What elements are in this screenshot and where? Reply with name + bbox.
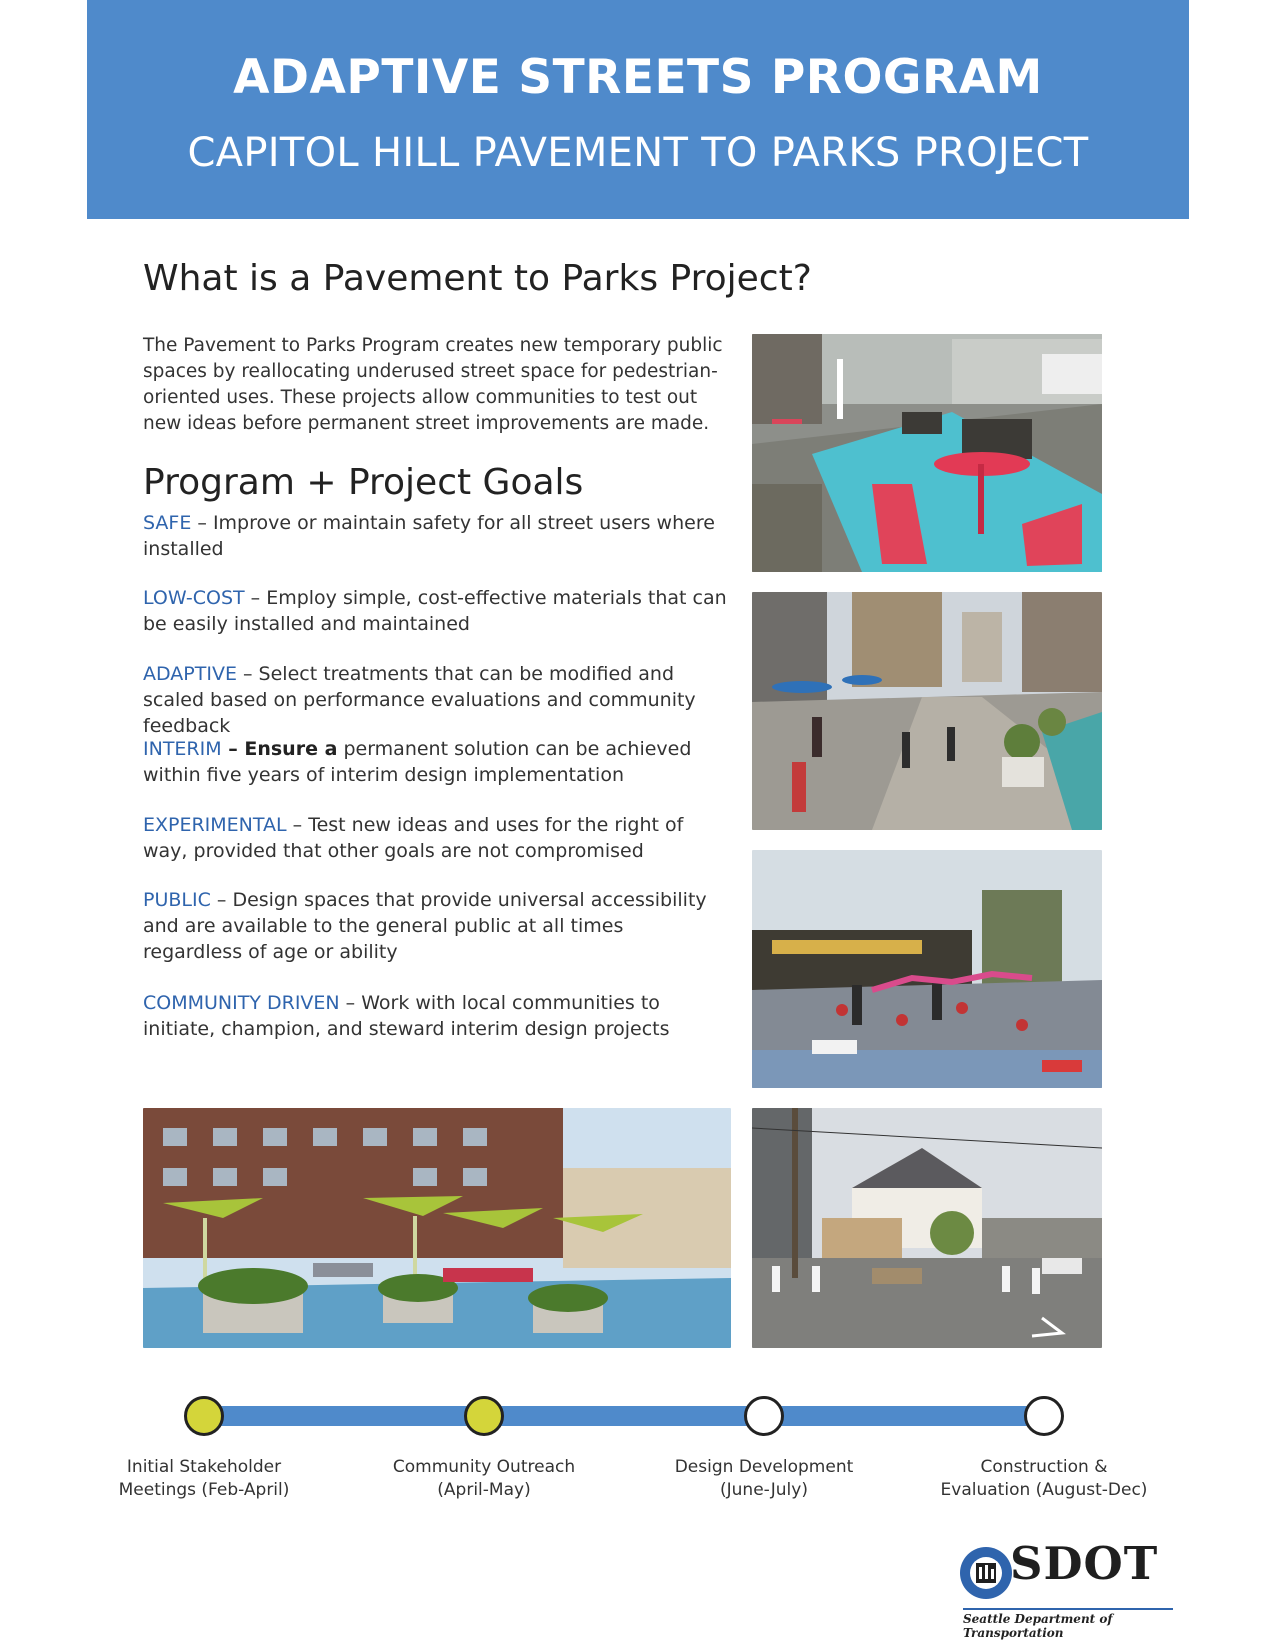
timeline-step-label xyxy=(84,1456,324,1502)
timeline-step-title: Design Development xyxy=(674,1457,854,1477)
timeline-step-dates: (June-July) xyxy=(720,1480,808,1500)
goals-heading: Program + Project Goals xyxy=(143,462,584,503)
goal-item xyxy=(143,585,728,637)
goal-keyword: SAFE xyxy=(143,512,192,534)
goal-keyword: ADAPTIVE xyxy=(143,663,237,685)
photo-umbrella-parklet xyxy=(143,1108,731,1348)
header-banner xyxy=(87,0,1189,219)
timeline-node-upcoming xyxy=(744,1396,784,1436)
goal-keyword: PUBLIC xyxy=(143,889,211,911)
timeline-step-label xyxy=(924,1456,1164,1502)
goal-item xyxy=(143,661,728,739)
goal-bold-text: – Ensure a xyxy=(221,738,338,760)
goal-item xyxy=(143,990,728,1042)
goal-item xyxy=(143,510,728,562)
sdot-wordmark: SDOT xyxy=(1010,1537,1159,1590)
timeline-node-complete xyxy=(464,1396,504,1436)
program-title: ADAPTIVE STREETS PROGRAM xyxy=(233,50,1043,105)
photo-intersection-plaza xyxy=(752,1108,1102,1348)
sdot-emblem-icon xyxy=(958,1545,1018,1605)
goal-keyword: EXPERIMENTAL xyxy=(143,814,287,836)
goal-text: – Employ simple, cost-effective materials that can be easily installed and maintained xyxy=(143,587,727,635)
timeline-node-upcoming xyxy=(1024,1396,1064,1436)
goal-item xyxy=(143,736,728,788)
timeline-step-label xyxy=(364,1456,604,1502)
timeline-step-title: Community Outreach xyxy=(392,1457,576,1477)
goal-item xyxy=(143,887,728,965)
intro-heading: What is a Pavement to Parks Project? xyxy=(143,258,812,299)
photo-festival-plaza xyxy=(752,850,1102,1088)
photo-pedestrian-plaza xyxy=(752,592,1102,830)
goal-text: – Select treatments that can be modified and scaled based on performance evaluations and community feedback xyxy=(143,663,696,737)
goal-keyword: COMMUNITY DRIVEN xyxy=(143,992,340,1014)
timeline-step-title: Construction & xyxy=(980,1457,1108,1477)
goal-text: – Test new ideas and uses for the right of way, provided that other goals are not compromised xyxy=(143,814,684,862)
goal-text: permanent solution can be achieved within five years of interim design implementation xyxy=(143,738,692,786)
timeline-node-complete xyxy=(184,1396,224,1436)
goal-item xyxy=(143,812,728,864)
goal-text: – Design spaces that provide universal accessibility and are available to the general public at all times regardless of age or ability xyxy=(143,889,707,963)
timeline-step-dates: Meetings (Feb-April) xyxy=(118,1480,290,1500)
project-subtitle: CAPITOL HILL PAVEMENT TO PARKS PROJECT xyxy=(187,130,1089,176)
goal-text: – Work with local communities to initiate, champion, and steward interim design projects xyxy=(143,992,670,1040)
timeline-step-label xyxy=(644,1456,884,1502)
goal-text: – Improve or maintain safety for all street users where installed xyxy=(143,512,715,560)
intro-paragraph: The Pavement to Parks Program creates new temporary public spaces by reallocating underused street space for pedestrian-oriented uses. These projects allow communities to test out new ideas before permanent street improvements are made. xyxy=(143,335,723,434)
sdot-tagline: Seattle Department of Transportation xyxy=(963,1608,1173,1640)
goal-keyword: INTERIM xyxy=(143,738,222,760)
timeline-step-dates: (April-May) xyxy=(437,1480,531,1500)
timeline-track xyxy=(205,1406,1040,1426)
goal-keyword: LOW-COST xyxy=(143,587,245,609)
timeline-step-dates: Evaluation (August-Dec) xyxy=(940,1480,1148,1500)
timeline-step-title: Initial Stakeholder xyxy=(126,1457,282,1477)
photo-parklet-bistro xyxy=(752,334,1102,572)
